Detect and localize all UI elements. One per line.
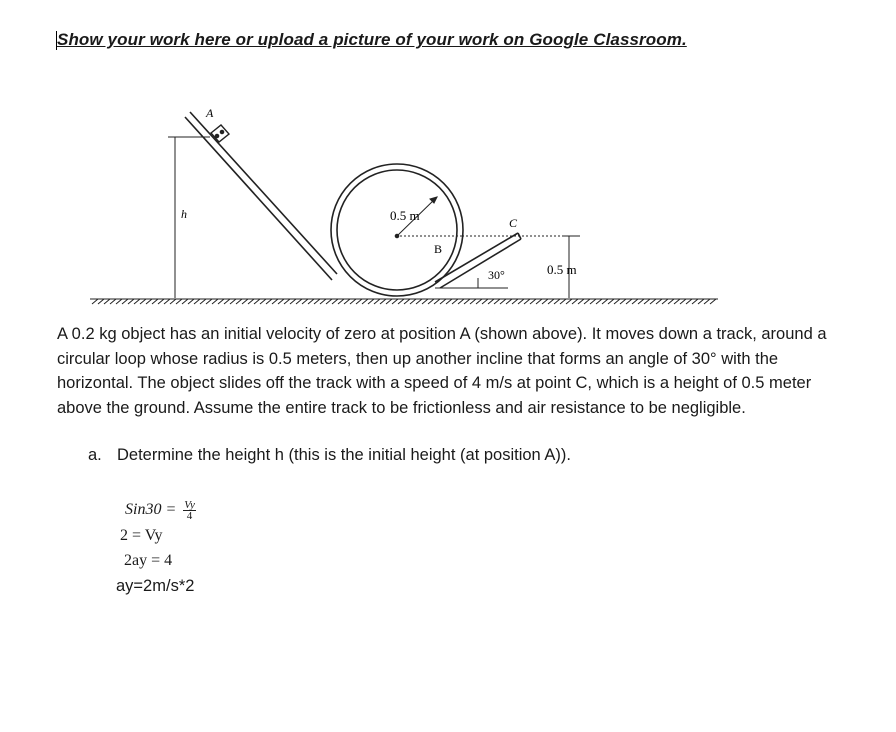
fraction-numerator: Vy <box>184 499 195 511</box>
instruction-header: Show your work here or upload a picture of your work on Google Classroom. <box>57 30 687 49</box>
question-a <box>88 443 571 467</box>
label-angle: 30° <box>488 268 505 282</box>
work-fraction <box>183 500 196 521</box>
work-line-4: ay=2m/s*2 <box>116 577 195 595</box>
loop-track-diagram <box>90 100 730 315</box>
label-h: h <box>181 207 187 221</box>
label-a: A <box>206 106 214 120</box>
question-text: Determine the height h (this is the initial height (at position A)). <box>117 446 571 464</box>
height-dimension <box>168 137 210 298</box>
problem-paragraph: A 0.2 kg object has an initial velocity of zero at position A (shown above). It moves down a track, around a circular loop whose radius is 0.5 meters, then up another incline that forms an angle of 30° with the horizontal. The object slides off the track with a speed of 4 m/s at point C, which is a height of 0.5 meter above the ground. Assume the entire track to be frictionless and air resistance to be negligible. <box>57 325 827 417</box>
label-height-c: 0.5 m <box>547 262 577 277</box>
work-line-3: 2ay = 4 <box>124 552 173 569</box>
question-label: a. <box>88 446 102 464</box>
label-radius: 0.5 m <box>390 208 420 223</box>
work-line-1-left: Sin30 = <box>125 501 181 519</box>
work-line-2: 2 = Vy <box>120 527 163 544</box>
fraction-denominator: 4 <box>186 510 193 522</box>
block-at-a <box>211 125 229 142</box>
label-b: B <box>434 242 443 256</box>
label-c: C <box>509 216 518 230</box>
ground-hatch <box>90 299 718 304</box>
work-line-1 <box>125 500 196 521</box>
circular-loop <box>331 164 463 296</box>
